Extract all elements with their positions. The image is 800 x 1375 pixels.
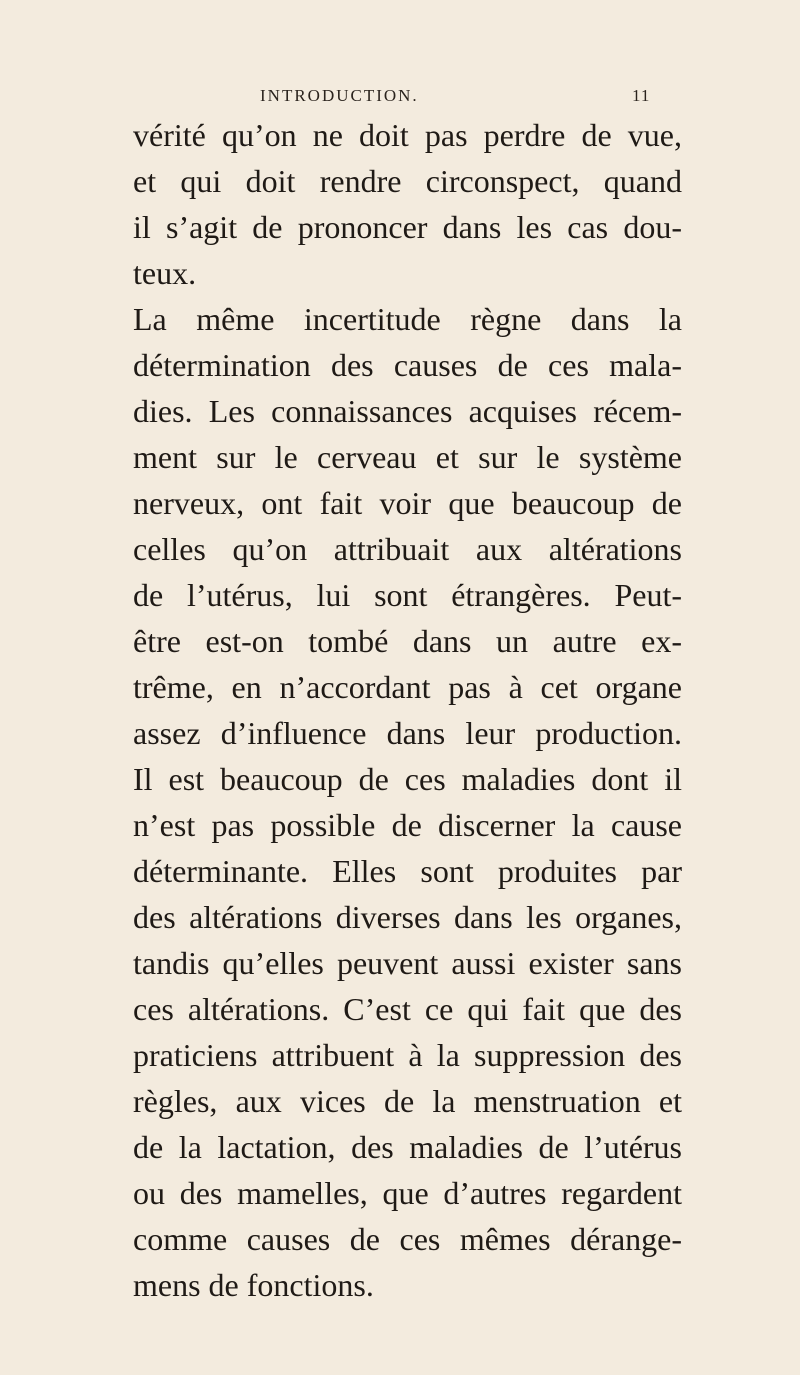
text-line: nerveux, ont fait voir que beaucoup de	[133, 485, 682, 521]
text-line: Il est beaucoup de ces maladies dont il	[133, 761, 682, 797]
text-line: vérité qu’on ne doit pas perdre de vue,	[133, 117, 682, 153]
text-line: dies. Les connaissances acquises récem-	[133, 393, 682, 429]
running-head: INTRODUCTION.	[260, 86, 419, 105]
text-line: trême, en n’accordant pas à cet organe	[133, 669, 682, 705]
text-line: déterminante. Elles sont produites par	[133, 853, 682, 889]
text-line: tandis qu’elles peuvent aussi exister sans	[133, 945, 682, 981]
text-line: et qui doit rendre circonspect, quand	[133, 163, 682, 199]
text-line: des altérations diverses dans les organes,	[133, 899, 682, 935]
text-line: teux.	[133, 255, 197, 291]
text-line: ment sur le cerveau et sur le système	[133, 439, 682, 475]
text-line: ces altérations. C’est ce qui fait que des	[133, 991, 682, 1027]
text-line: mens de fonctions.	[133, 1267, 374, 1303]
text-line: assez d’influence dans leur production.	[133, 715, 682, 751]
text-line: détermination des causes de ces mala-	[133, 347, 682, 383]
page-number: 11	[632, 86, 651, 105]
text-line: comme causes de ces mêmes dérange-	[133, 1221, 682, 1257]
text-line: règles, aux vices de la menstruation et	[133, 1083, 682, 1119]
text-line: La même incertitude règne dans la	[133, 301, 682, 337]
text-line: il s’agit de prononcer dans les cas dou-	[133, 209, 682, 245]
text-line: être est-on tombé dans un autre ex-	[133, 623, 682, 659]
text-line: de la lactation, des maladies de l’utérus	[133, 1129, 682, 1165]
text-line: celles qu’on attribuait aux altérations	[133, 531, 682, 567]
text-line: ou des mamelles, que d’autres regardent	[133, 1175, 682, 1211]
text-line: de l’utérus, lui sont étrangères. Peut-	[133, 577, 682, 613]
text-line: n’est pas possible de discerner la cause	[133, 807, 682, 843]
text-line: praticiens attribuent à la suppression des	[133, 1037, 682, 1073]
